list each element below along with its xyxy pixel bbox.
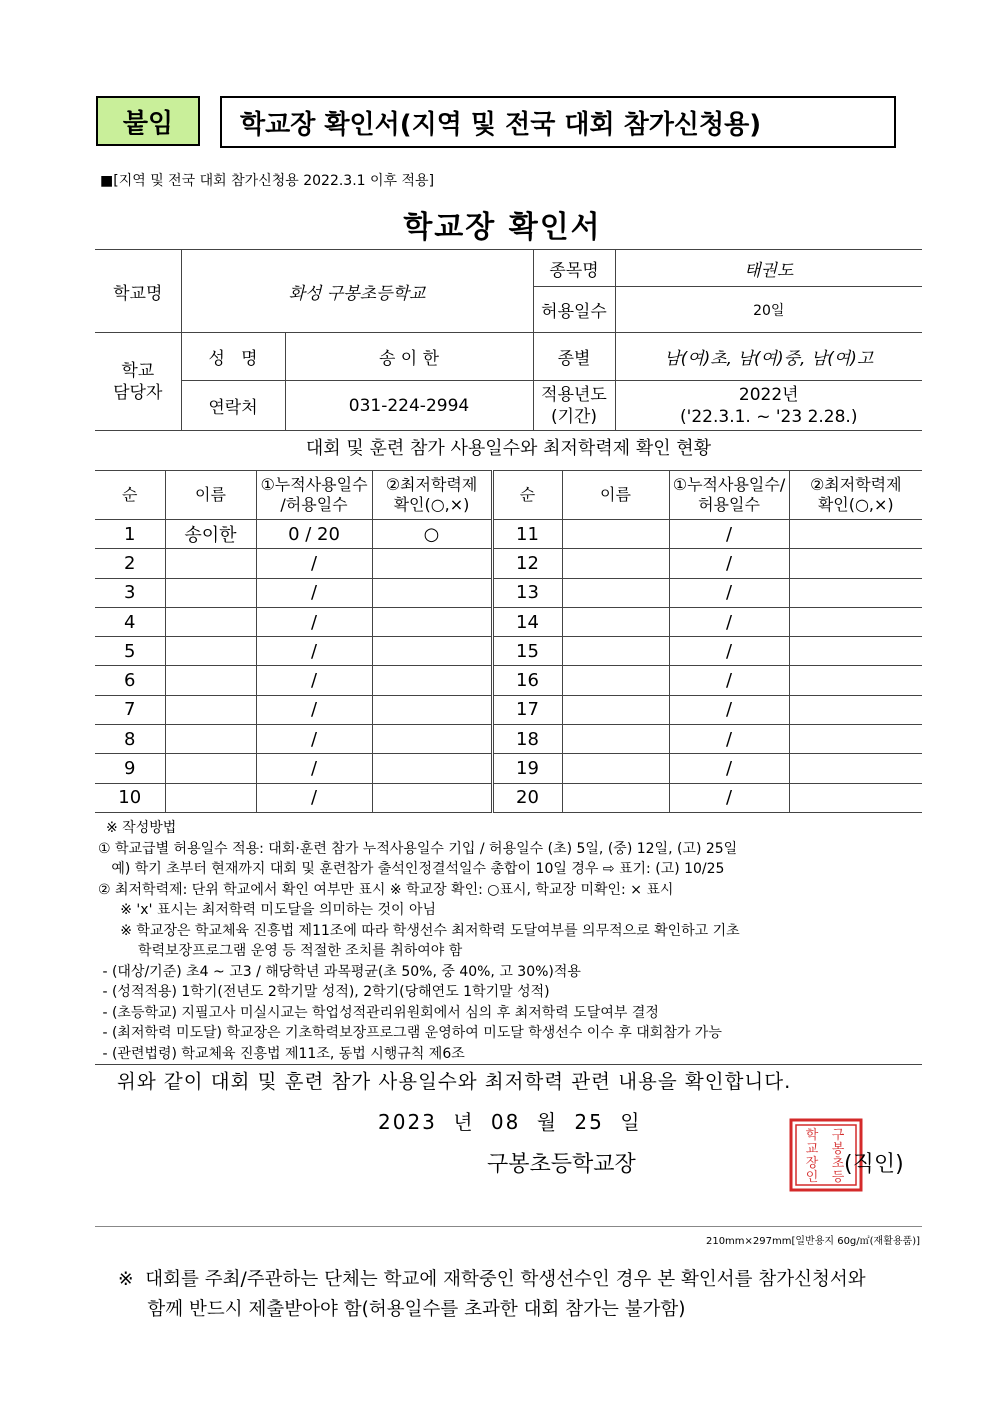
document-title: 학교장 확인서 — [403, 210, 602, 245]
row-no: 3 — [95, 578, 165, 607]
row-check — [372, 725, 492, 754]
confirmation-text: 위와 같이 대회 및 훈련 참가 사용일수와 최저학력 관련 내용을 확인합니다. — [117, 1070, 792, 1093]
table-row — [95, 695, 922, 724]
note-5: - (대상/기준) 초4 ~ 고3 / 해당학년 과목평균(초 50%, 중 40%, 고 30%)적용 — [98, 963, 581, 980]
header-check: ②최저학력제 확인(○,×) — [789, 471, 922, 520]
header-no: 순 — [95, 471, 165, 520]
section-heading: 대회 및 훈련 참가 사용일수와 최저학력제 확인 현황 — [305, 438, 712, 459]
note-1b: 예) 학기 초부터 현재까지 대회 및 훈련참가 출석인정결석일수 총합이 10일 경우 ⇨ 표기: (고) 10/25 — [98, 861, 725, 877]
row-name — [165, 637, 256, 666]
contact-value: 031-224-2994 — [285, 381, 533, 431]
table-row — [95, 754, 922, 783]
row-check — [372, 607, 492, 636]
row-check — [372, 754, 492, 783]
note-9: - (관련법령) 학교체육 진흥법 제11조, 동법 시행규칙 제6조 — [98, 1045, 465, 1062]
row-check — [789, 725, 922, 754]
instructions — [98, 818, 928, 1064]
year-value: 2022년 — [738, 384, 799, 405]
footer-line-2: 함께 반드시 제출받아야 함(허용일수를 초과한 대회 참가는 불가함) — [118, 1299, 686, 1320]
usage-table — [95, 470, 922, 813]
row-no: 16 — [492, 666, 562, 695]
row-name — [562, 578, 669, 607]
svg-text:학: 학 — [805, 1128, 819, 1143]
row-name — [165, 666, 256, 695]
row-no: 13 — [492, 578, 562, 607]
row-days: / — [256, 695, 372, 724]
row-check — [372, 549, 492, 578]
row-name — [562, 725, 669, 754]
school-label: 학교명 — [95, 250, 181, 333]
row-days: / — [669, 666, 789, 695]
year-cell — [615, 381, 922, 431]
note-8: - (최저학력 미도달) 학교장은 기초학력보장프로그램 운영하여 미도달 학생선수 이수 후 대회참가 가능 — [98, 1025, 722, 1041]
row-no: 1 — [95, 520, 165, 549]
row-days: / — [669, 725, 789, 754]
row-no: 19 — [492, 754, 562, 783]
note-6: - (성적적용) 1학기(전년도 2학기말 성적), 2학기(당해연도 1학기말 성적) — [98, 984, 550, 1000]
row-check — [789, 783, 922, 812]
svg-text:봉: 봉 — [831, 1142, 845, 1157]
category-label: 종별 — [533, 333, 615, 381]
header-no: 순 — [492, 471, 562, 520]
row-days: / — [669, 695, 789, 724]
row-days: / — [669, 607, 789, 636]
svg-text:초: 초 — [831, 1156, 845, 1171]
row-check — [372, 637, 492, 666]
row-days: / — [669, 549, 789, 578]
svg-text:교: 교 — [805, 1142, 819, 1157]
row-days: / — [256, 578, 372, 607]
row-check — [372, 666, 492, 695]
row-no: 7 — [95, 695, 165, 724]
svg-text:인: 인 — [805, 1170, 819, 1185]
row-name — [562, 754, 669, 783]
bottom-rule — [95, 1226, 922, 1227]
row-days: / — [256, 637, 372, 666]
header-name: 이름 — [165, 471, 256, 520]
manager-label: 학교 담당자 — [95, 333, 181, 431]
row-no: 15 — [492, 637, 562, 666]
row-no: 9 — [95, 754, 165, 783]
table-row — [95, 725, 922, 754]
row-name — [562, 520, 669, 549]
attachment-badge — [96, 96, 200, 146]
row-check — [789, 754, 922, 783]
row-days: / — [256, 783, 372, 812]
row-check — [789, 549, 922, 578]
row-check — [789, 520, 922, 549]
row-no: 18 — [492, 725, 562, 754]
note-4: ※ 학교장은 학교체육 진흥법 제11조에 따라 학생선수 최저학력 도달여부를 의무적으로 확인하고 기초 — [98, 922, 740, 939]
event-value: 태권도 — [615, 250, 922, 287]
row-days: / — [669, 754, 789, 783]
row-no: 17 — [492, 695, 562, 724]
row-check — [789, 578, 922, 607]
name-value: 송 이 한 — [285, 333, 533, 381]
row-no: 20 — [492, 783, 562, 812]
svg-text:구: 구 — [831, 1128, 845, 1143]
table-row — [95, 549, 922, 578]
note-1: ① 학교급별 허용일수 적용: 대회·훈련 참가 누적사용일수 기입 / 허용일수 (초) 5일, (중) 12일, (고) 25일 — [98, 840, 738, 857]
row-check — [789, 695, 922, 724]
event-label: 종목명 — [533, 250, 615, 287]
row-name — [562, 783, 669, 812]
period-value: ('22.3.1. ~ '23 2.28.) — [680, 406, 858, 427]
row-name — [165, 695, 256, 724]
footer-line-1: ※ 대회를 주최/주관하는 단체는 학교에 재학중인 학생선수인 경우 본 확인서를 참가신청서와 — [118, 1269, 866, 1290]
note-4b: 학력보장프로그램 운영 등 적절한 조치를 취하여야 함 — [98, 943, 463, 959]
row-check — [372, 783, 492, 812]
row-days: 0 / 20 — [256, 520, 372, 549]
school-value: 화성 구봉초등학교 — [181, 250, 533, 333]
svg-text:등: 등 — [831, 1170, 845, 1185]
paper-spec: 210mm×297mm[일반용지 60g/㎡(재활용품)] — [705, 1236, 920, 1247]
row-name — [165, 607, 256, 636]
notes-heading: ※ 작성방법 — [106, 820, 177, 836]
footer-note — [118, 1265, 866, 1325]
row-check — [789, 666, 922, 695]
row-check — [372, 695, 492, 724]
row-days: / — [669, 783, 789, 812]
row-no: 4 — [95, 607, 165, 636]
info-table — [95, 249, 922, 431]
row-name — [562, 666, 669, 695]
allowed-days-value: 20일 — [615, 287, 922, 333]
row-no: 6 — [95, 666, 165, 695]
row-check — [372, 578, 492, 607]
contact-label: 연락처 — [181, 381, 285, 431]
row-name: 송이한 — [165, 520, 256, 549]
row-no: 10 — [95, 783, 165, 812]
row-days: / — [256, 666, 372, 695]
confirm-rule — [95, 1064, 922, 1065]
issue-date: 2023 년 08 월 25 일 — [378, 1110, 642, 1134]
table-row — [95, 578, 922, 607]
row-no: 5 — [95, 637, 165, 666]
usage-note: ■[지역 및 전국 대회 참가신청용 2022.3.1 이후 적용] — [100, 173, 435, 189]
allowed-days-label: 허용일수 — [533, 287, 615, 333]
row-name — [165, 549, 256, 578]
row-name — [562, 549, 669, 578]
row-name — [562, 637, 669, 666]
row-no: 8 — [95, 725, 165, 754]
header-title: 학교장 확인서(지역 및 전국 대회 참가신청용) — [220, 96, 896, 148]
row-check: ○ — [372, 520, 492, 549]
row-days: / — [256, 725, 372, 754]
name-label: 성 명 — [181, 333, 285, 381]
row-name — [562, 695, 669, 724]
row-days: / — [256, 754, 372, 783]
row-no: 2 — [95, 549, 165, 578]
table-header-row — [95, 471, 922, 520]
category-value: 남(여)초, 남(여)중, 남(여)고 — [615, 333, 922, 381]
seal-label: (직인) — [844, 1152, 904, 1177]
row-no: 12 — [492, 549, 562, 578]
row-days: / — [256, 607, 372, 636]
row-check — [789, 637, 922, 666]
row-days: / — [669, 578, 789, 607]
table-row — [95, 607, 922, 636]
header-name: 이름 — [562, 471, 669, 520]
note-3: ※ 'x' 표시는 최저학력 미도달을 의미하는 것이 아님 — [98, 902, 437, 918]
header-days: ①누적사용일수/ 허용일수 — [669, 471, 789, 520]
header-days: ①누적사용일수 /허용일수 — [256, 471, 372, 520]
note-7: - (초등학교) 지필고사 미실시교는 학업성적관리위원회에서 심의 후 최저학력 도달여부 결정 — [98, 1004, 659, 1021]
header-check: ②최저학력제 확인(○,×) — [372, 471, 492, 520]
badge-label: 붙임 — [122, 108, 174, 139]
row-check — [789, 607, 922, 636]
table-row — [95, 520, 922, 549]
svg-text:장: 장 — [805, 1156, 819, 1171]
year-label: 적용년도 (기간) — [533, 381, 615, 431]
row-days: / — [669, 520, 789, 549]
row-no: 11 — [492, 520, 562, 549]
row-no: 14 — [492, 607, 562, 636]
row-name — [165, 578, 256, 607]
row-days: / — [669, 637, 789, 666]
row-name — [165, 783, 256, 812]
note-2: ② 최저학력제: 단위 학교에서 확인 여부만 표시 ※ 학교장 확인: ○표시, 학교장 미확인: × 표시 — [98, 881, 674, 898]
row-name — [562, 607, 669, 636]
table-row — [95, 637, 922, 666]
row-days: / — [256, 549, 372, 578]
principal-title: 구봉초등학교장 — [487, 1152, 636, 1177]
row-name — [165, 725, 256, 754]
table-row — [95, 666, 922, 695]
table-row — [95, 783, 922, 812]
row-name — [165, 754, 256, 783]
